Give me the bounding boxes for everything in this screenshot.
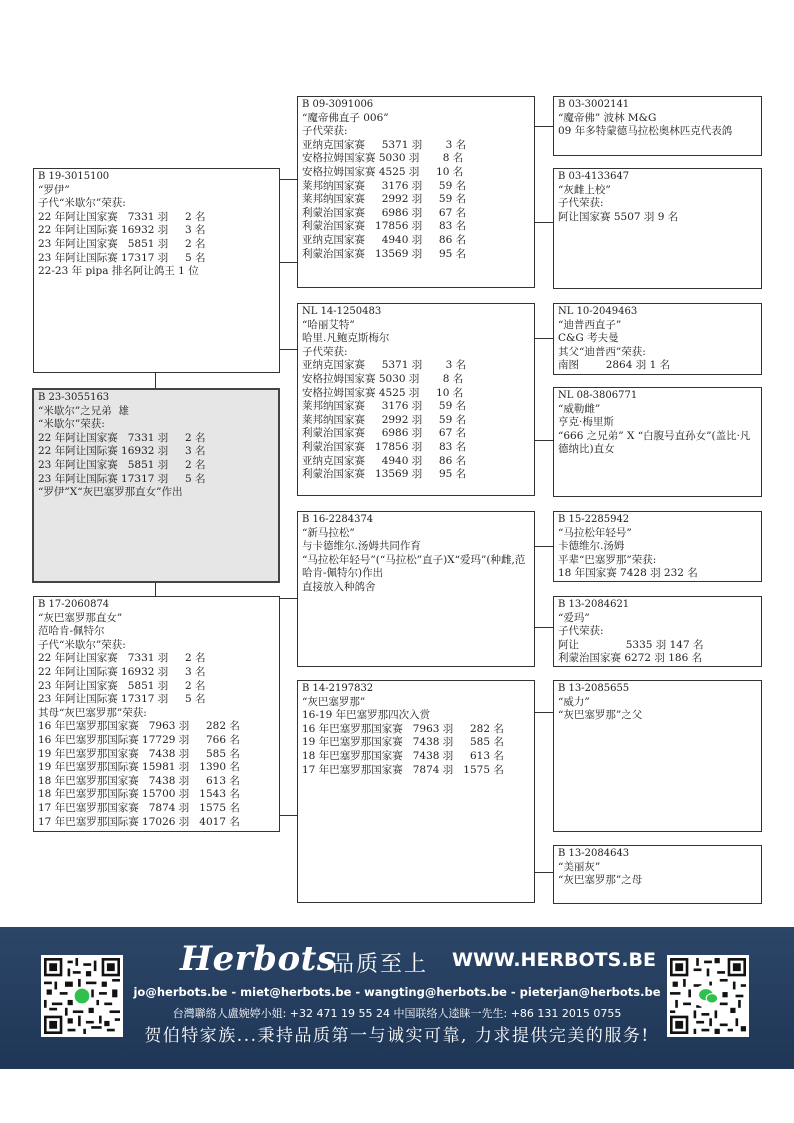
pedigree-line: 亚纳克国家赛 4940 羽 86 名: [302, 454, 467, 467]
pedigree-line: 子代“米歇尔”荣获:: [38, 638, 126, 651]
great-grandparent-card: [553, 845, 762, 904]
pedigree-line: 南图 2864 羽 1 名: [558, 359, 671, 372]
pedigree-line: “威勒雌”: [558, 402, 601, 415]
pedigree-line: “爱玛”: [558, 611, 590, 624]
ring-number: B 09-3091006: [302, 99, 374, 110]
grandparent-card: [297, 303, 535, 496]
great-grandparent-card: [553, 680, 762, 832]
ring-number: B 15-2285942: [558, 514, 630, 525]
email-list[interactable]: jo@herbots.be - miet@herbots.be - wangting@herbots.be - pieterjan@herbots.be: [133, 985, 661, 999]
pedigree-line: 亚纳克国家赛 4940 羽 86 名: [302, 233, 467, 246]
pedigree-line: 其母“灰巴塞罗那”荣获:: [38, 706, 147, 719]
grandparent-card: [297, 680, 535, 903]
ring-number: B 17-2060874: [38, 599, 110, 610]
ring-number: B 23-3055163: [38, 392, 110, 403]
pedigree-line: 23 年阿让国家赛 5851 羽 2 名: [38, 458, 206, 471]
subject-card: [32, 388, 280, 583]
pedigree-line: 16-19 年巴塞罗那四次入赏: [302, 709, 431, 722]
pedigree-line: 22 年阿让国家赛 7331 羽 2 名: [38, 210, 206, 223]
pedigree-line: “灰巴塞罗那”: [302, 695, 366, 708]
pedigree-line: “威力”: [558, 695, 590, 708]
connector-line: [534, 440, 553, 441]
pedigree-line: 22-23 年 pipa 排名阿让鸽王 1 位: [38, 265, 199, 278]
pedigree-line: “米歇尔”荣获:: [38, 418, 105, 431]
dam-card: [33, 596, 280, 832]
pedigree-line: 安格拉姆国家赛 4525 羽 10 名: [302, 165, 464, 178]
pedigree-line: “美丽灰”: [558, 860, 601, 873]
pedigree-line: 16 年巴塞罗那国家赛 7963 羽 282 名: [302, 722, 504, 735]
grandparent-card: [297, 96, 535, 288]
connector-line: [279, 349, 297, 350]
qr-code-icon: [670, 958, 746, 1034]
pedigree-line: 莱邦纳国家赛 3176 羽 59 名: [302, 179, 467, 192]
pedigree-line: 18 年国家赛 7428 羽 232 名: [558, 567, 698, 580]
great-grandparent-card: [553, 96, 762, 156]
ring-number: B 03-4133647: [558, 171, 630, 182]
pedigree-line: 莱邦纳国家赛 2992 羽 59 名: [302, 413, 467, 426]
pedigree-line: 16 年巴塞罗那国家赛 7963 羽 282 名: [38, 720, 240, 733]
pedigree-line: 17 年巴塞罗那国家赛 7874 羽 1575 名: [302, 763, 504, 776]
connector-line: [534, 338, 553, 339]
contact-numbers: 台灣聯絡人盧婉婷小姐: +32 471 19 55 24 中国联络人逵睐一先生: +86 131 2015 0755: [172, 1007, 622, 1020]
brand-block: [180, 939, 657, 979]
connector-line: [534, 126, 553, 127]
connector-line: [279, 598, 297, 599]
pedigree-line: 其父“迪普西”荣获:: [558, 345, 646, 358]
pedigree-line: 范哈肯-佩特尔: [38, 625, 105, 638]
pedigree-line: 23 年阿让国际赛 17317 羽 5 名: [38, 693, 206, 706]
pedigree-line: 子代荣获:: [558, 197, 604, 210]
pedigree-line: 22 年阿让国家赛 7331 羽 2 名: [38, 652, 206, 665]
ring-number: B 19-3015100: [38, 171, 110, 182]
pedigree-line: 哈里.凡鲍克斯梅尔: [302, 332, 390, 345]
pedigree-line: 22 年阿让国家赛 7331 羽 2 名: [38, 431, 206, 444]
wechat-qr-code[interactable]: [667, 955, 749, 1037]
connector-line: [534, 872, 553, 873]
pedigree-line: 阿让国家赛 5507 羽 9 名: [558, 210, 679, 223]
great-grandparent-card: [553, 596, 762, 667]
grandparent-card: [297, 511, 535, 667]
pedigree-line: “马拉松年轻号”: [558, 526, 632, 539]
great-grandparent-card: [553, 387, 762, 497]
connector-line: [155, 372, 156, 389]
pedigree-line: 19 年巴塞罗那国际赛 15981 羽 1390 名: [38, 761, 240, 774]
pedigree-line: 19 年巴塞罗那国家赛 7438 羽 585 名: [38, 747, 240, 760]
pedigree-line: 利蒙治国家赛 13569 羽 95 名: [302, 247, 467, 260]
ring-number: NL 08-3806771: [558, 390, 638, 401]
pedigree-line: 19 年巴塞罗那国家赛 7438 羽 585 名: [302, 736, 504, 749]
pedigree-line: “魔帝佛” 波林 M&G: [558, 111, 657, 124]
pedigree-line: “迪普西直子”: [558, 318, 622, 331]
ring-number: B 13-2085655: [558, 683, 630, 694]
pedigree-line: “新马拉松”: [302, 526, 355, 539]
pedigree-line: 23 年阿让国际赛 17317 羽 5 名: [38, 251, 206, 264]
pedigree-line: 22 年阿让国际赛 16932 羽 3 名: [38, 224, 206, 237]
pedigree-line: C&G 考夫曼: [558, 332, 619, 345]
pedigree-line: 卡德维尔.汤姆: [558, 540, 625, 553]
pedigree-line: 阿让 5335 羽 147 名: [558, 638, 704, 651]
connector-line: [534, 712, 553, 713]
pedigree-line: 亚纳克国家赛 5371 羽 3 名: [302, 359, 467, 372]
pedigree-line: 安格拉姆国家赛 4525 羽 10 名: [302, 386, 464, 399]
pedigree-line: “灰雌上校”: [558, 183, 611, 196]
connector-line: [155, 582, 156, 597]
pedigree-line: 利蒙治国家赛 17856 羽 83 名: [302, 440, 467, 453]
ring-number: B 03-3002141: [558, 99, 630, 110]
ring-number: NL 10-2049463: [558, 306, 638, 317]
pedigree-line: “灰巴塞罗那直女”: [38, 611, 123, 624]
pedigree-line: “罗伊”: [38, 183, 70, 196]
ring-number: NL 14-1250483: [302, 306, 382, 317]
connector-line: [534, 546, 553, 547]
great-grandparent-card: [553, 303, 762, 375]
connector-line: [279, 815, 297, 816]
pedigree-line: 18 年巴塞罗那国家赛 7438 羽 613 名: [302, 749, 504, 762]
connector-line: [534, 222, 553, 223]
great-grandparent-card: [553, 511, 762, 582]
pedigree-line: 莱邦纳国家赛 2992 羽 59 名: [302, 193, 467, 206]
pedigree-line: “666 之兄弟” X “白腹号直孙女”(盖比·凡德纳比)直女: [558, 429, 751, 456]
connector-line: [279, 179, 297, 180]
pedigree-line: 利蒙治国家赛 6272 羽 186 名: [558, 652, 703, 665]
sire-card: [33, 168, 280, 373]
pedigree-line: 子代荣获:: [302, 345, 348, 358]
ring-number: B 14-2197832: [302, 683, 374, 694]
pedigree-line: 利蒙治国家赛 6986 羽 67 名: [302, 206, 467, 219]
pedigree-line: 17 年巴塞罗那国家赛 7874 羽 1575 名: [38, 801, 240, 814]
pedigree-line: “哈丽艾特”: [302, 318, 355, 331]
pedigree-line: 利蒙治国家赛 13569 羽 95 名: [302, 468, 467, 481]
connector-line: [534, 627, 553, 628]
pedigree-line: 利蒙治国家赛 17856 羽 83 名: [302, 220, 467, 233]
pedigree-line: “马拉松年轻号”(“马拉松”直子)X“爱玛”(种雌,范哈肯-佩特尔)作出: [302, 553, 526, 580]
pedigree-line: 18 年巴塞罗那国家赛 7438 羽 613 名: [38, 774, 240, 787]
pedigree-line: “米歇尔”之兄弟 雄: [38, 404, 129, 417]
pedigree-line: 09 年多特蒙德马拉松奥林匹克代表鸽: [558, 125, 733, 138]
pedigree-line: 23 年阿让国际赛 17317 羽 5 名: [38, 472, 206, 485]
pedigree-line: 23 年阿让国家赛 5851 羽 2 名: [38, 679, 206, 692]
footer-banner: [0, 927, 794, 1069]
pedigree-line: 平辈“巴塞罗那”荣获:: [558, 553, 657, 566]
pedigree-line: 安格拉姆国家赛 5030 羽 8 名: [302, 152, 464, 165]
website-link[interactable]: WWW.HERBOTS.BE: [452, 949, 657, 971]
ring-number: B 16-2284374: [302, 514, 374, 525]
connector-line: [279, 262, 297, 263]
pedigree-line: 子代“米歇尔”荣获:: [38, 197, 126, 210]
pedigree-line: 亚纳克国家赛 5371 羽 3 名: [302, 138, 467, 151]
pedigree-line: 直接放入种鸽舍: [302, 580, 376, 593]
herbots-logo: Herbots: [180, 939, 337, 979]
pedigree-line: 子代荣获:: [302, 125, 348, 138]
pedigree-line: 22 年阿让国际赛 16932 羽 3 名: [38, 665, 206, 678]
pedigree-line: 16 年巴塞罗那国际赛 17729 羽 766 名: [38, 733, 240, 746]
pedigree-line: 17 年巴塞罗那国际赛 17026 羽 4017 名: [38, 815, 240, 828]
pedigree-line: 安格拉姆国家赛 5030 羽 8 名: [302, 372, 464, 385]
pedigree-line: “灰巴塞罗那”之母: [558, 874, 643, 887]
pedigree-line: 22 年阿让国际赛 16932 羽 3 名: [38, 445, 206, 458]
pedigree-line: 亨克·梅里斯: [558, 416, 614, 429]
pedigree-line: 18 年巴塞罗那国际赛 15700 羽 1543 名: [38, 788, 240, 801]
pedigree-line: 子代荣获:: [558, 625, 604, 638]
pedigree-line: “灰巴塞罗那”之父: [558, 709, 643, 722]
pedigree-line: “魔帝佛直子 006”: [302, 111, 389, 124]
motto: 贺伯特家族...秉持品质第一与诚实可靠, 力求提供完美的服务!: [144, 1026, 650, 1046]
great-grandparent-card: [553, 168, 762, 289]
pedigree-line: 23 年阿让国家赛 5851 羽 2 名: [38, 237, 206, 250]
ring-number: B 13-2084643: [558, 848, 630, 859]
slogan: 品质至上: [332, 952, 429, 977]
pedigree-line: “罗伊”X“灰巴塞罗那直女”作出: [38, 486, 183, 499]
ring-number: B 13-2084621: [558, 599, 630, 610]
pedigree-line: 利蒙治国家赛 6986 羽 67 名: [302, 427, 467, 440]
pedigree-line: 与卡德维尔.汤姆共同作育: [302, 540, 421, 553]
pedigree-line: 莱邦纳国家赛 3176 羽 59 名: [302, 400, 467, 413]
